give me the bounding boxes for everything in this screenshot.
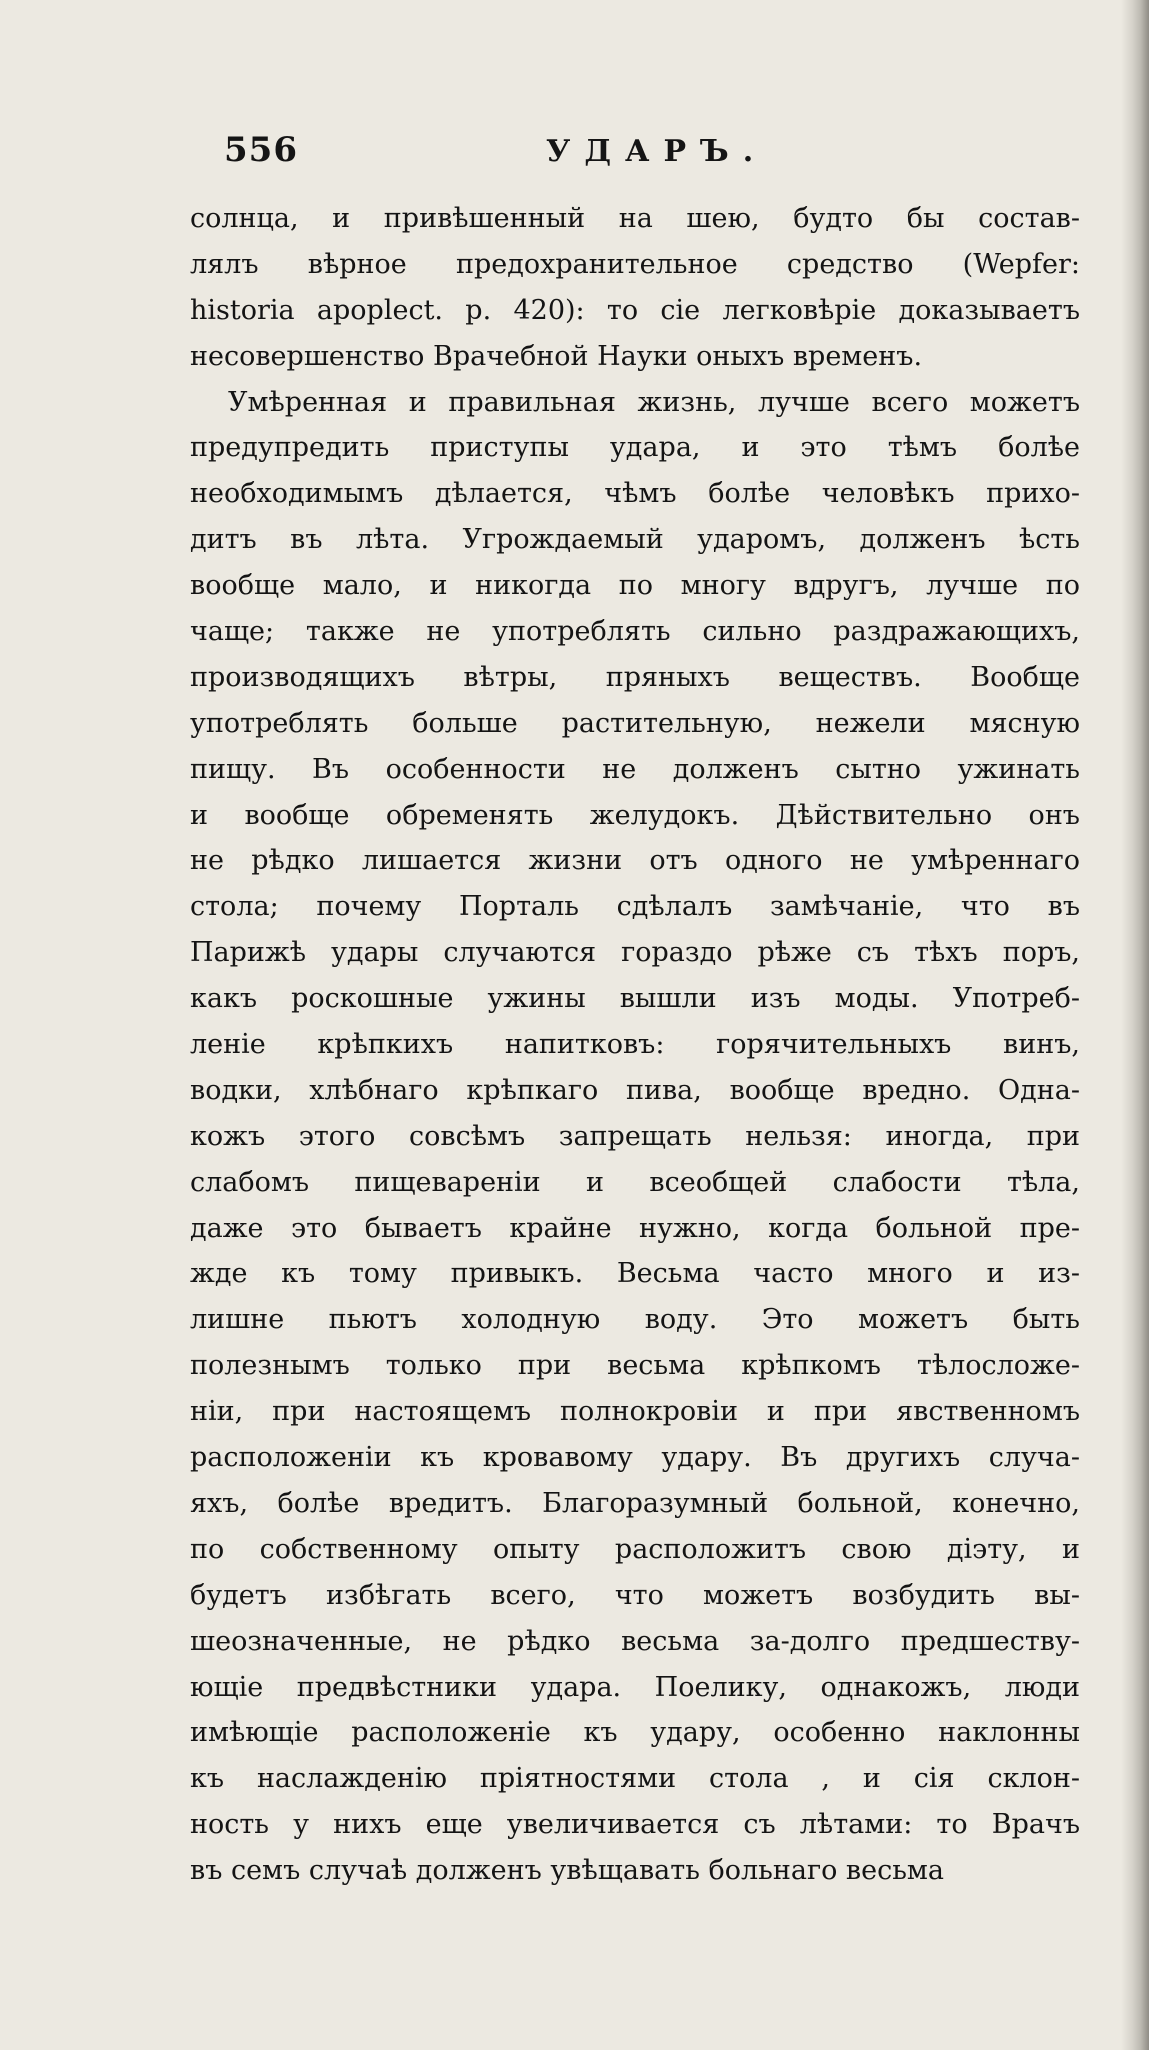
text-line: не рѣдко лишается жизни отъ одного не умѣреннаго [190,845,1080,877]
text-line: Парижѣ удары случаются гораздо рѣже съ тѣхъ поръ, [190,937,1080,969]
text-line: жде къ тому привыкъ. Весьма часто много и из- [190,1258,1080,1290]
text-line: вообще мало, и никогда по многу вдругъ, лучше по [190,570,1080,602]
running-head: УДАРЪ. [546,134,768,169]
text-line: леніе крѣпкихъ напитковъ: горячительныхъ винъ, [190,1029,1080,1061]
text-line: стола; почему Порталь сдѣлалъ замѣчаніе, что въ [190,891,1080,923]
text-line: ніи, при настоящемъ полнокровіи и при явственномъ [190,1396,1080,1428]
text-line: шеозначенные, не рѣдко весьма за-долго предшеству- [190,1625,1080,1657]
text-line: даже это бываетъ крайне нужно, когда больной пре- [190,1212,1080,1244]
text-line: полезнымъ только при весьма крѣпкомъ тѣлосложе- [190,1350,1080,1382]
text-line: предупредить приступы удара, и это тѣмъ болѣе [190,432,1080,464]
text-line: солнца, и привѣшенный на шею, будто бы состав- [190,203,1080,234]
page-number: 556 [224,130,298,170]
text-line: historia apoplect. p. 420): то сіе легковѣріе доказываетъ [190,294,1080,326]
text-line: лялъ вѣрное предохранительное средство (Wepfer: [190,248,1080,280]
text-line: лишне пьютъ холодную воду. Это можетъ быть [190,1304,1080,1336]
page-header [224,130,768,180]
text-line: по собственному опыту расположитъ свою діэту, и [190,1533,1080,1565]
page-edge-shadow [1121,0,1149,2050]
body-text [190,196,1080,1894]
text-line: слабомъ пищевареніи и всеобщей слабости тѣла, [190,1166,1080,1198]
text-line: дитъ въ лѣта. Угрождаемый ударомъ, долженъ ѣсть [190,524,1080,556]
text-line: пищу. Въ особенности не долженъ сытно ужинать [190,753,1080,785]
text-line: имѣющіе расположеніе къ удару, особенно наклонны [190,1717,1080,1749]
text-line: и вообще обременять желудокъ. Дѣйствительно онъ [190,799,1080,831]
text-line: какъ роскошные ужины вышли изъ моды. Употреб- [190,983,1080,1015]
text-line: къ наслажденію пріятностями стола , и сія склон- [190,1763,1080,1795]
text-line: Умѣренная и правильная жизнь, лучше всего можетъ [228,386,1080,418]
text-line: необходимымъ дѣлается, чѣмъ болѣе человѣкъ прихо- [190,478,1080,510]
text-line: производящихъ вѣтры, пряныхъ веществъ. Вообще [190,661,1080,693]
text-line: употреблять больше растительную, нежели мясную [190,707,1080,739]
text-line: въ семъ случаѣ долженъ увѣщавать больнаго весьма [190,1855,945,1887]
text-line: водки, хлѣбнаго крѣпкаго пива, вообще вредно. Одна- [190,1074,1080,1106]
text-line: несовершенство Врачебной Науки оныхъ временъ. [190,340,923,372]
text-line: кожъ этого совсѣмъ запрещать нельзя: иногда, при [190,1120,1080,1152]
text-line: будетъ избѣгать всего, что можетъ возбудить вы- [190,1579,1080,1611]
text-line: ность у нихъ еще увеличивается съ лѣтами: то Врачъ [190,1809,1080,1841]
text-line: яхъ, болѣе вредитъ. Благоразумный больной, конечно, [190,1487,1080,1519]
text-line: расположеніи къ кровавому удару. Въ другихъ случа- [190,1442,1080,1474]
text-line: ющіе предвѣстники удара. Поелику, однакожъ, люди [190,1671,1080,1703]
text-line: чаще; также не употреблять сильно раздражающихъ, [190,616,1080,648]
